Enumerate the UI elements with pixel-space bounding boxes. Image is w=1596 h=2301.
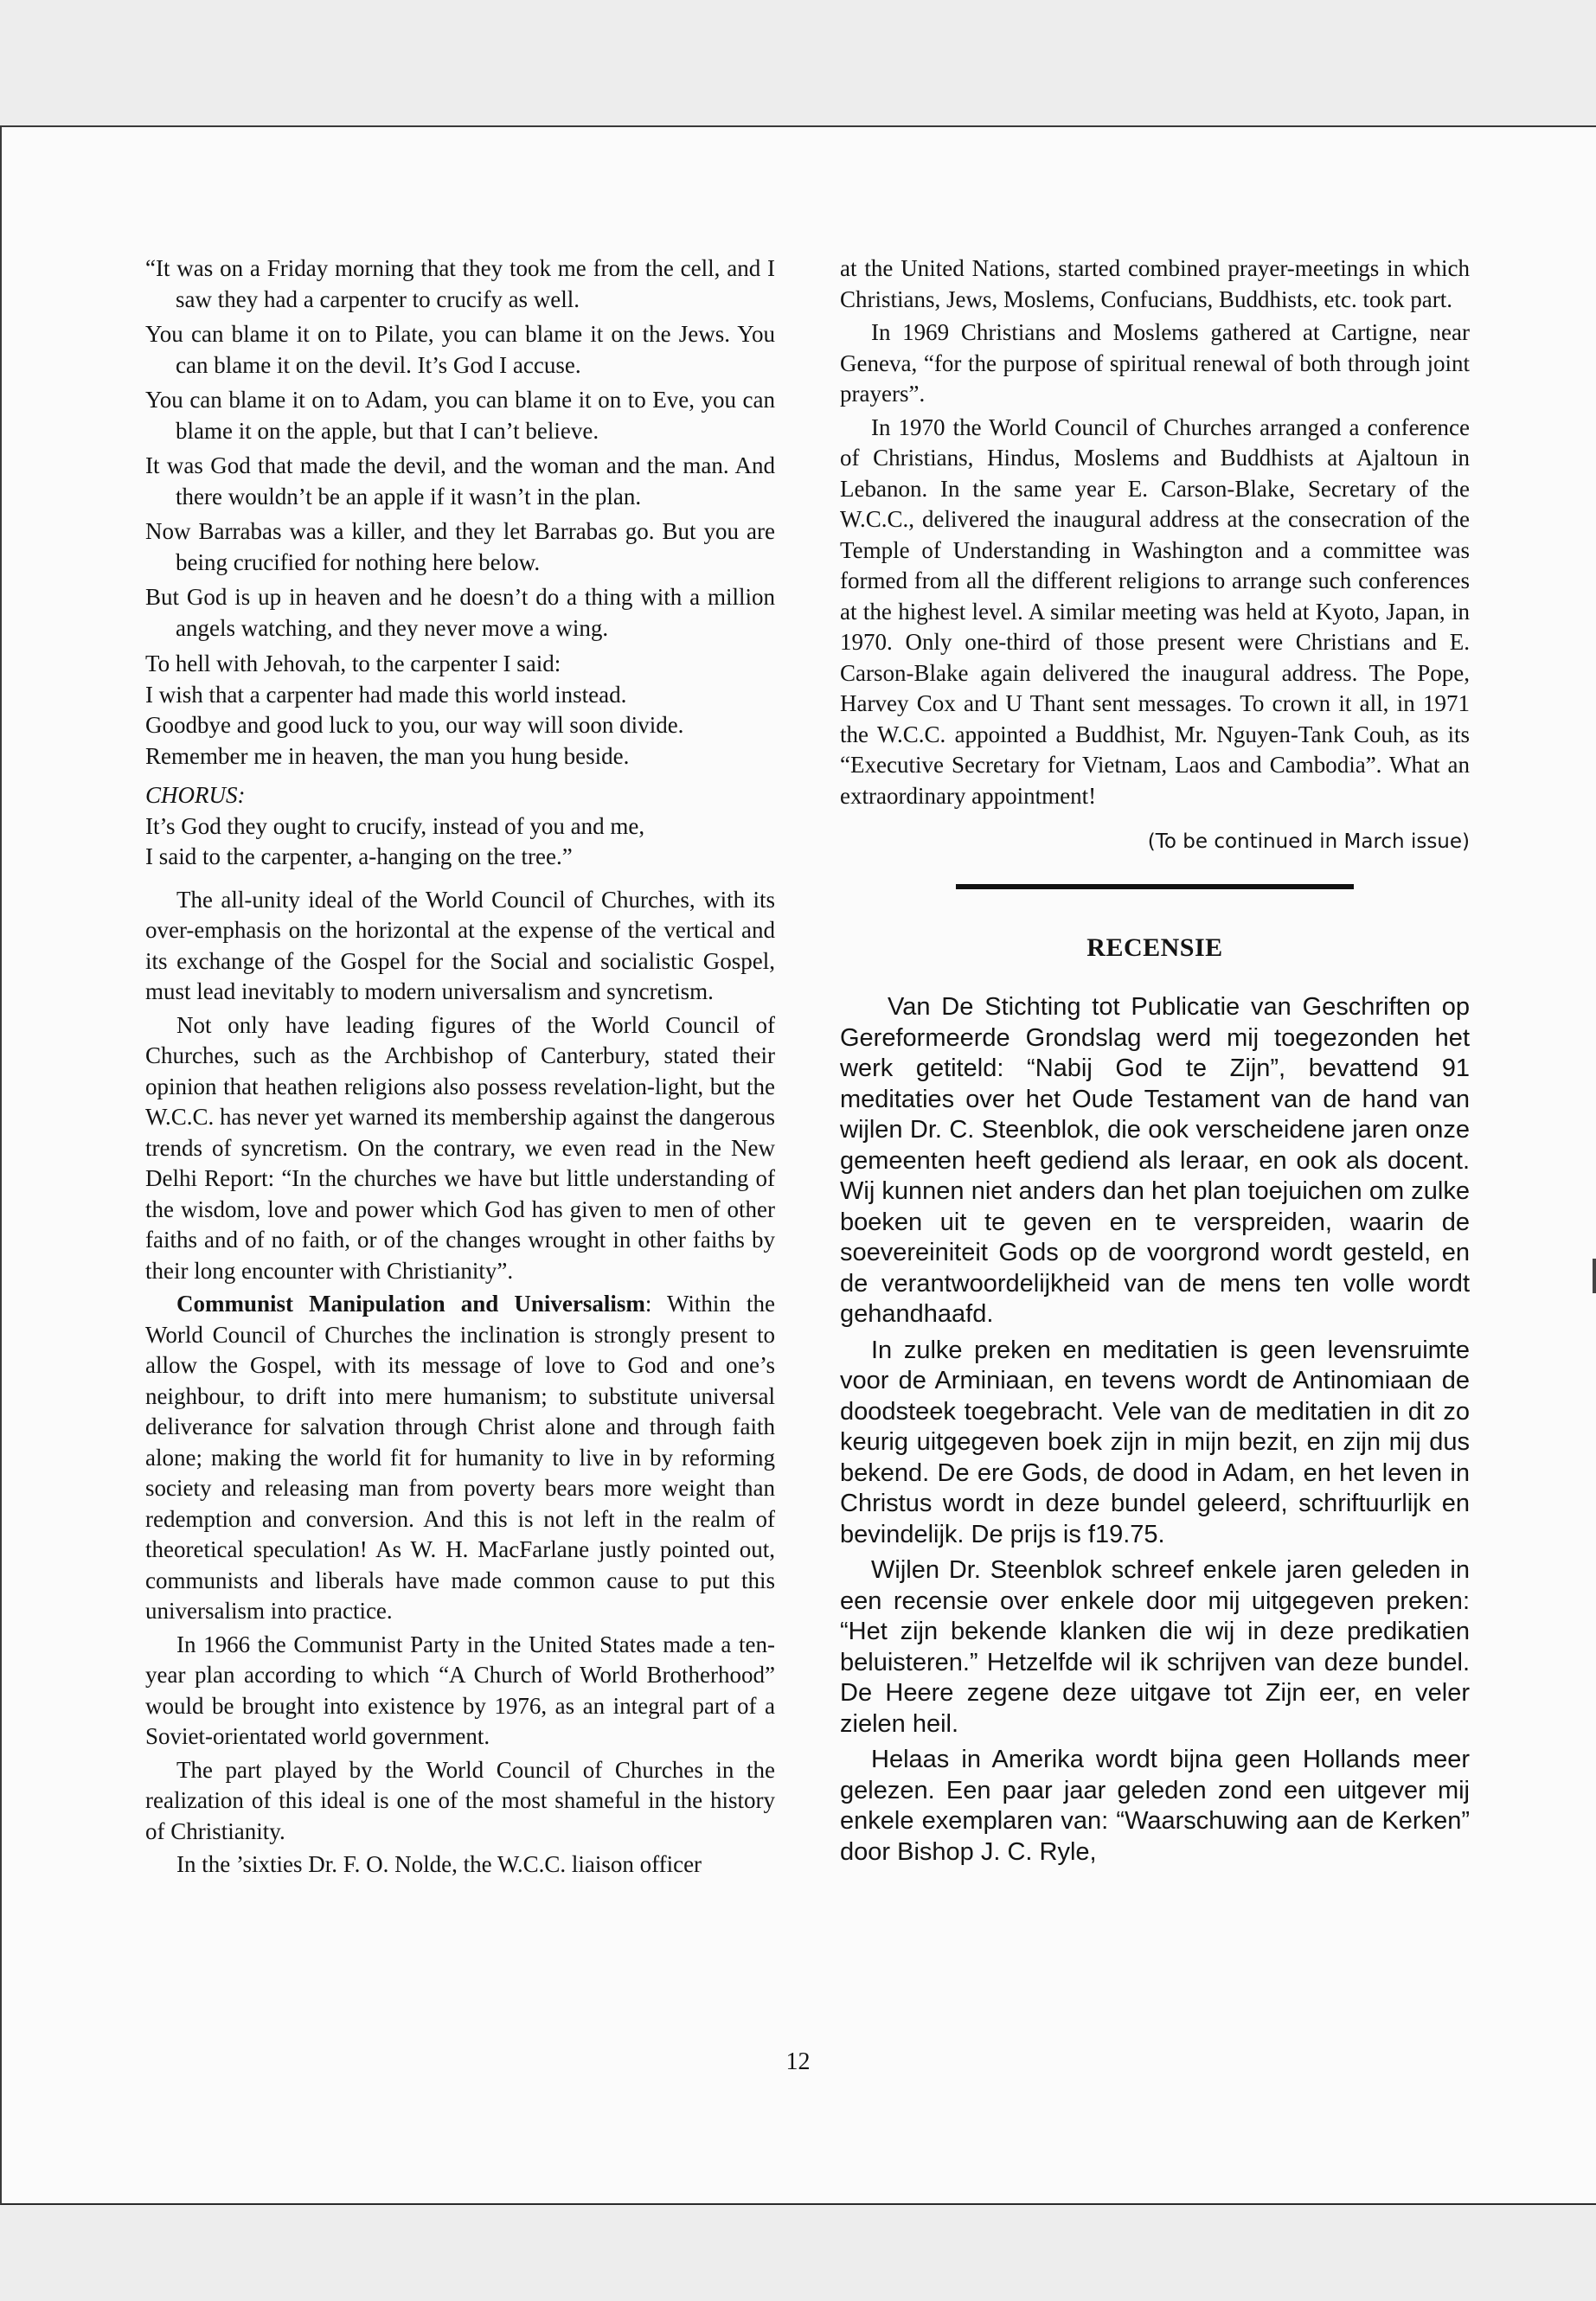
page-edge-mark — [1593, 1259, 1596, 1293]
song-line: You can blame it on to Pilate, you can blame it on the Jews. You can blame it on the devil. It’s God I accuse. — [145, 321, 775, 378]
paragraph-text: : Within the World Council of Churches the inclination is strongly present to allow the Gospel, with its message of love to God and one’s neighbour, to drift into mere humanism; to substitute universal deliverance for salvation through Christ alone and through faith alone; making the world fit for humanity to live in by reforming society and releasing man from poverty bears more weight than redemption and conversion. And this is not left in the realm of theoretical speculation! As W. H. MacFarlane justly pointed out, communists and liberals have made common cause to put this universalism into practice. — [145, 1291, 775, 1624]
right-column — [840, 253, 1470, 1873]
paragraph-communist — [145, 1289, 775, 1627]
paragraph: In 1966 the Communist Party in the United States made a ten-year plan according to which “A Church of World Brotherhood” would be brought into existence by 1976, as an integral part of a Soviet-orientated world government. — [145, 1631, 775, 1749]
paragraph: The all-unity ideal of the World Council of Churches, with its over-emphasis on the horizontal at the expense of the vertical and its exchange of the Gospel for the Social and socialistic Gospel, must lead inevitably to modern universalism and syncretism. — [145, 886, 775, 1004]
paragraph: at the United Nations, started combined prayer-meetings in which Christians, Jews, Moslems, Confucians, Buddhists, etc. took part. — [840, 255, 1470, 312]
section-heading: Communist Manipulation and Universalism — [176, 1291, 645, 1317]
chorus-line: I said to the carpenter, a-hanging on the tree.” — [145, 843, 573, 869]
review-paragraph: Wijlen Dr. Steenblok schreef enkele jaren geleden in een recensie over enkele door mij uitgegeven preken: “Het zijn bekende klanken die wij in deze predikatien beluisteren.” Hetzelfde wil ik schrijven van deze bundel. De Heere zegene deze uitgave tot Zijn eer, en veler zielen heil. — [840, 1556, 1470, 1738]
song-line: You can blame it on to Adam, you can blame it on to Eve, you can blame it on the apple, but that I can’t believe. — [145, 387, 775, 444]
article-body-left — [145, 885, 775, 1881]
paragraph: The part played by the World Council of Churches in the realization of this ideal is one of the most shameful in the history of Christianity. — [145, 1756, 775, 1844]
section-divider — [956, 884, 1354, 889]
left-column — [145, 253, 775, 1883]
review-paragraph: Helaas in Amerika wordt bijna geen Hollands meer gelezen. Een paar jaar geleden zond een uitgever mij enkele exemplaren van: “Waarschuwing aan de Kerken” door Bishop J. C. Ryle, — [840, 1746, 1470, 1866]
song-line: Goodbye and good luck to you, our way will soon divide. — [145, 712, 684, 738]
review-heading: RECENSIE — [1086, 933, 1223, 962]
page-number: 12 — [785, 2048, 811, 2075]
continued-note: (To be continued in March issue) — [1147, 830, 1470, 853]
paragraph: In 1970 the World Council of Churches arranged a conference of Christians, Hindus, Moslems and Buddhists at Ajaltoun in Lebanon. In the same year E. Carson-Blake, Secretary of the W.C.C., delivered the inaugural address at the consecration of the Temple of Understanding in Washington and a committee was formed from all the different religions to arrange such conferences at the highest level. A similar meeting was held at Kyoto, Japan, in 1970. Only one-third of those present were Christians and E. Carson-Blake again delivered the inaugural address. The Pope, Harvey Cox and U Thant sent messages. To crown it all, in 1971 the W.C.C. appointed a Buddhist, Mr. Nguyen-Tank Couh, as its “Executive Secretary for Vietnam, Laos and Cambodia”. What an extraordinary appointment! — [840, 413, 1470, 809]
song-line: Now Barrabas was a killer, and they let Barrabas go. But you are being crucified for nothing here below. — [145, 518, 775, 575]
paragraph: In 1969 Christians and Moslems gathered at Cartigne, near Geneva, “for the purpose of spiritual renewal of both through joint prayers”. — [840, 319, 1470, 407]
song-line: “It was on a Friday morning that they took me from the cell, and I saw they had a carpenter to crucify as well. — [145, 255, 775, 312]
song-line: But God is up in heaven and he doesn’t do a thing with a million angels watching, and they never move a wing. — [145, 584, 775, 641]
chorus-label: CHORUS: — [145, 782, 246, 808]
song-line: To hell with Jehovah, to the carpenter I said: — [145, 651, 561, 676]
song-line: It was God that made the devil, and the woman and the man. And there wouldn’t be an apple if it wasn’t in the plan. — [145, 452, 775, 510]
article-body-right — [840, 253, 1470, 811]
paragraph: In the ’sixties Dr. F. O. Nolde, the W.C.C. liaison officer — [176, 1851, 702, 1877]
review-paragraph: In zulke preken en meditatien is geen levensruimte voor de Arminiaan, en tevens wordt de Antinomiaan de doodsteek toegebracht. Vele van de meditatien in dit zo keurig uitgegeven boek zijn in mijn bezit, en zijn mij dus bekend. De ere Gods, de dood in Adam, en het leven in Christus wordt in deze bundel geleerd, schriftuurlijk en bevindelijk. De prijs is f19.75. — [840, 1336, 1470, 1548]
song-line: Remember me in heaven, the man you hung beside. — [145, 742, 630, 769]
review-body — [840, 992, 1470, 1868]
song-verses — [145, 253, 775, 873]
chorus-line: It’s God they ought to crucify, instead of you and me, — [145, 812, 645, 839]
song-line: I wish that a carpenter had made this world instead. — [145, 681, 627, 708]
review-paragraph: Van De Stichting tot Publicatie van Geschriften op Gereformeerde Grondslag werd mij toegezonden het werk getiteld: “Nabij God te Zijn”, bevattend 91 meditaties over het Oude Testament van de hand van wijlen Dr. C. Steenblok, die ook verscheidene jaren onze gemeenten heeft gediend als leraar, en ook als docent. Wij kunnen niet anders dan het plan toejuichen om zulke boeken uit te geven en te verspreiden, waarin de soevereiniteit Gods op de voorgrond wordt gesteld, en de verantwoordelijkheid van de mens ten volle wordt gehandhaafd. — [840, 993, 1470, 1328]
paragraph: Not only have leading figures of the World Council of Churches, such as the Archbishop of Canterbury, stated their opinion that heathen religions also possess revelation-light, but the W.C.C. has never yet warned its membership against the dangerous trends of syncretism. On the contrary, we even read in the New Delhi Report: “In the churches we have but little understanding of the wisdom, love and power which God has given to men of other faiths and of no faith, or of the changes wrought in other faiths by their long encounter with Christianity”. — [145, 1011, 775, 1284]
